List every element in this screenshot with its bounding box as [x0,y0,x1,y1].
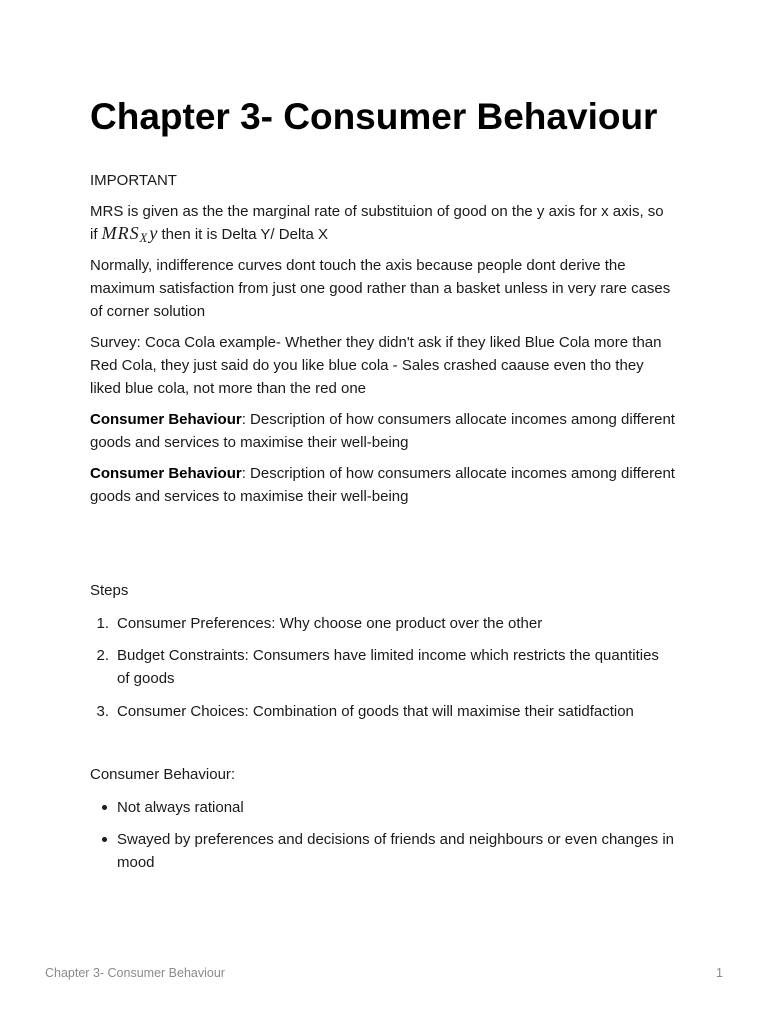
math-main-symbol: MRS [101,222,140,243]
list-number: 1. [96,614,109,632]
list-item [90,700,700,723]
traits-list [90,796,700,875]
page-number: 1 [716,966,723,980]
list-item [90,612,700,635]
definition-text: : Description of how consumers allocate incomes among different goods and services to maximise their well-being [90,464,675,505]
bullet-icon [102,837,107,842]
bullet-icon [102,805,107,810]
mrs-math-expression [102,223,158,243]
definition-paragraph [90,462,700,508]
list-item [90,828,700,874]
footer-title: Chapter 3- Consumer Behaviour [45,966,225,980]
mrs-paragraph [90,200,700,246]
steps-list [90,612,700,723]
mrs-text-before: MRS is given as the the marginal rate of substituion of good on the y axis for x axis, so if [90,202,664,243]
list-item-text: Budget Constraints: Consumers have limited income which restricts the quantities of goods [117,647,659,687]
document-body [90,95,700,884]
traits-heading: Consumer Behaviour: [90,765,236,783]
definition-text: : Description of how consumers allocate incomes among different goods and services to maximise their well-being [90,410,675,451]
definition-paragraph [90,408,700,454]
page-title: Chapter 3- Consumer Behaviour [90,96,658,137]
list-item [90,796,700,819]
list-number: 3. [96,702,109,720]
definition-term: Consumer Behaviour [90,410,242,428]
list-item-text: Not always rational [117,798,244,816]
math-subscript: X [139,230,148,245]
list-item-text: Swayed by preferences and decisions of friends and neighbours or even changes in mood [117,831,675,871]
indifference-paragraph [90,254,700,323]
list-number: 2. [96,647,109,664]
list-item [90,644,700,690]
mrs-text-after: then it is Delta Y/ Delta X [161,225,328,243]
definition-term: Consumer Behaviour [90,464,242,482]
important-label: IMPORTANT [90,171,177,189]
indifference-text: Normally, indifference curves dont touch the axis because people dont derive the maximum satisfaction from just one good rather than a basket unless in very rare cases of corner solution [90,256,671,320]
survey-text: Survey: Coca Cola example- Whether they didn't ask if they liked Blue Cola more than Red Cola, they just said do you like blue cola - Sales crashed caause even tho they liked blue cola, not more than the red one [90,333,662,397]
list-item-text: Consumer Preferences: Why choose one product over the other [117,614,543,632]
list-item-text: Consumer Choices: Combination of goods that will maximise their satidfaction [117,702,634,720]
steps-heading: Steps [90,581,129,599]
math-variable: y [149,222,158,243]
survey-paragraph [90,331,700,400]
